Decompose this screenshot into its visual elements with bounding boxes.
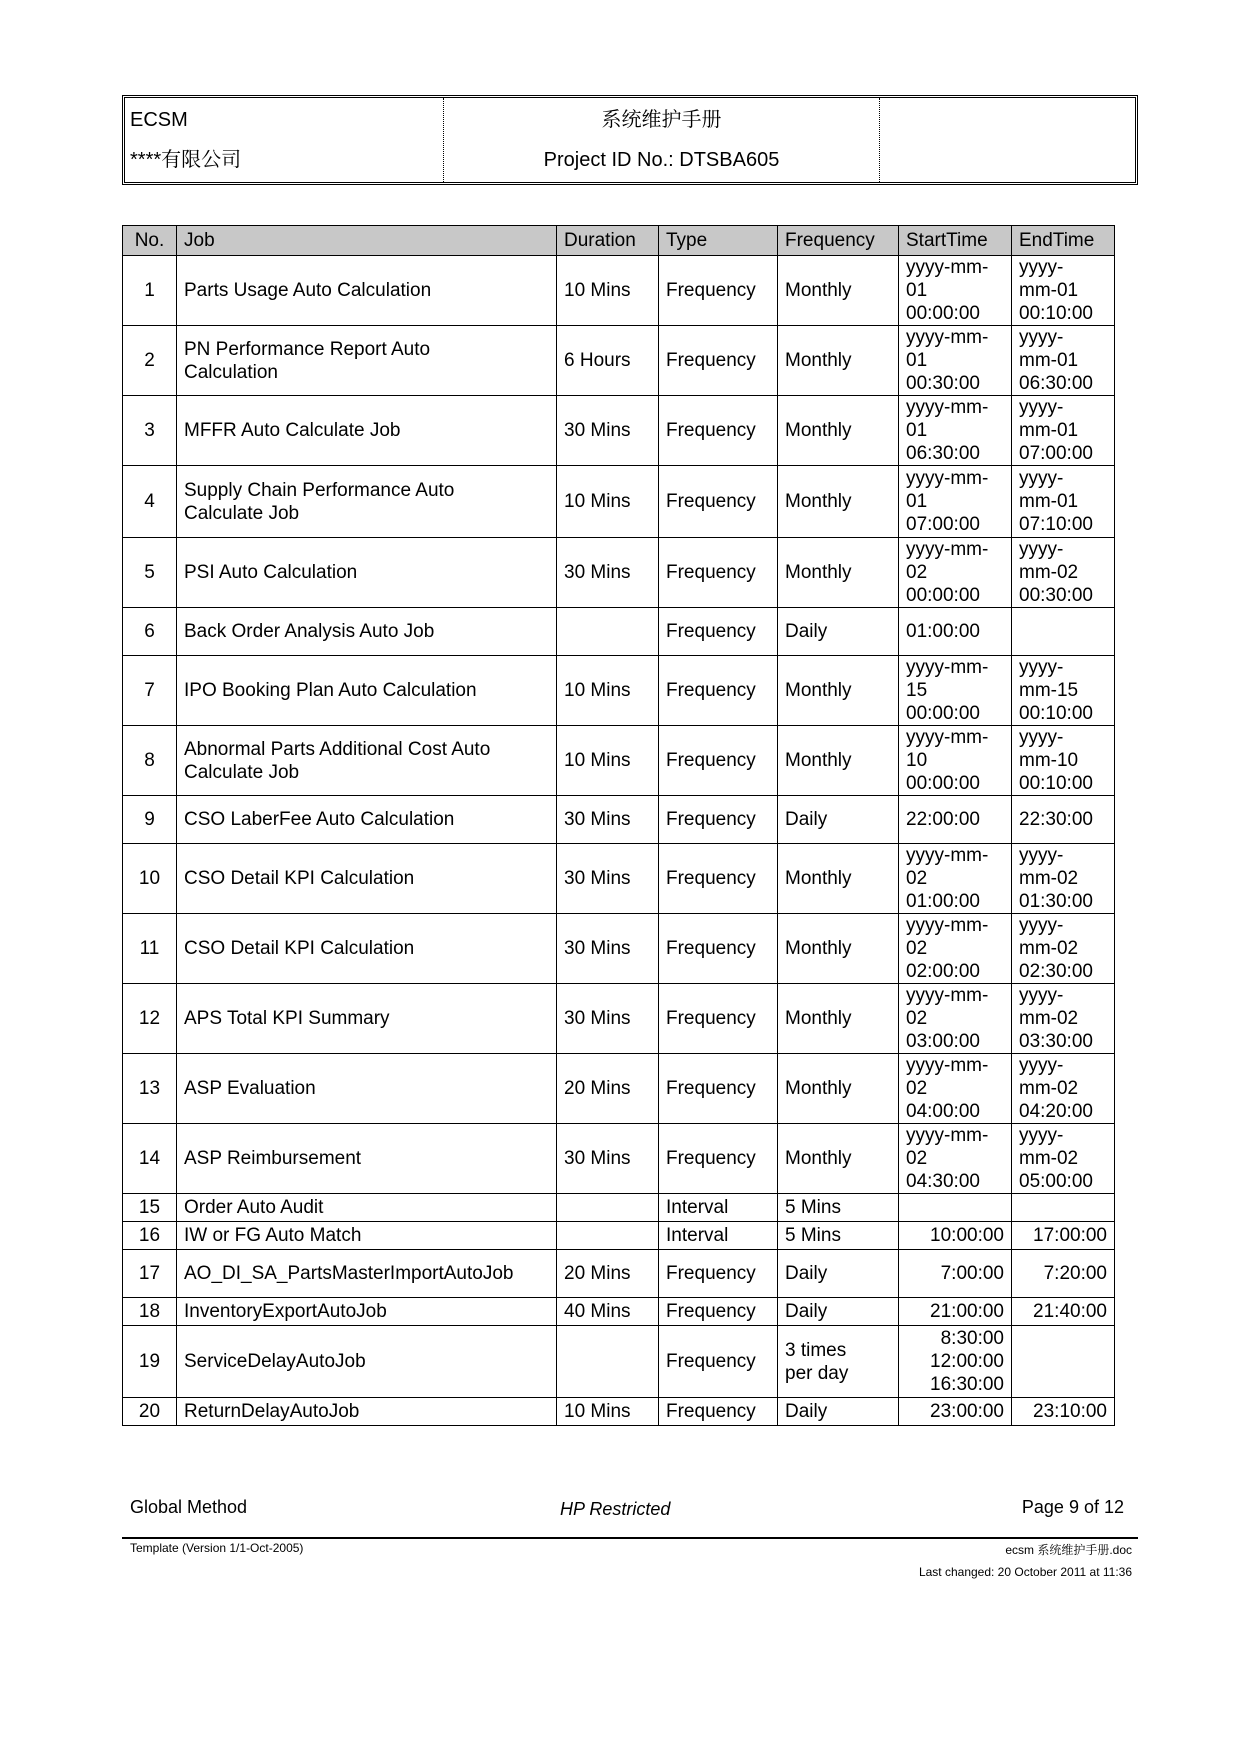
cell-frequency: Monthly	[778, 844, 899, 914]
cell-starttime: 21:00:00	[899, 1298, 1012, 1326]
cell-starttime: yyyy-mm- 02 04:30:00	[899, 1124, 1012, 1194]
cell-starttime: 8:30:00 12:00:00 16:30:00	[899, 1326, 1012, 1398]
cell-frequency: Monthly	[778, 256, 899, 326]
cell-job: ReturnDelayAutoJob	[177, 1398, 557, 1426]
table-row	[123, 256, 1115, 326]
footer-classification: HP Restricted	[560, 1499, 671, 1519]
cell-duration: 6 Hours	[557, 326, 659, 396]
cell-frequency: Daily	[778, 1298, 899, 1326]
cell-frequency: Monthly	[778, 1054, 899, 1124]
cell-frequency: Monthly	[778, 396, 899, 466]
table-row	[123, 608, 1115, 656]
cell-duration: 30 Mins	[557, 538, 659, 608]
column-header-no: No.	[123, 226, 177, 256]
cell-no: 12	[123, 984, 177, 1054]
cell-job: CSO Detail KPI Calculation	[177, 844, 557, 914]
footer-divider	[122, 1537, 1138, 1539]
cell-endtime: yyyy- mm-02 01:30:00	[1012, 844, 1115, 914]
jobs-table	[122, 225, 1115, 1426]
cell-endtime: yyyy- mm-01 07:00:00	[1012, 396, 1115, 466]
cell-frequency: Monthly	[778, 726, 899, 796]
cell-frequency: Monthly	[778, 326, 899, 396]
cell-duration: 10 Mins	[557, 1398, 659, 1426]
cell-endtime	[1012, 1194, 1115, 1222]
cell-endtime: 23:10:00	[1012, 1398, 1115, 1426]
cell-starttime: yyyy-mm- 02 01:00:00	[899, 844, 1012, 914]
cell-endtime: yyyy- mm-02 03:30:00	[1012, 984, 1115, 1054]
cell-job: IW or FG Auto Match	[177, 1222, 557, 1250]
cell-type: Frequency	[659, 914, 778, 984]
footer-page-number: Page 9 of 12	[1021, 1497, 1124, 1517]
cell-duration: 30 Mins	[557, 796, 659, 844]
cell-type: Frequency	[659, 466, 778, 538]
cell-starttime: yyyy-mm- 02 00:00:00	[899, 538, 1012, 608]
cell-type: Frequency	[659, 1326, 778, 1398]
page-footer	[130, 1497, 1124, 1521]
cell-frequency: Monthly	[778, 538, 899, 608]
cell-no: 19	[123, 1326, 177, 1398]
cell-duration: 30 Mins	[557, 984, 659, 1054]
cell-duration	[557, 608, 659, 656]
footer-method: Global Method	[130, 1497, 248, 1517]
table-body	[123, 256, 1115, 1426]
table-row	[123, 538, 1115, 608]
table-row	[123, 844, 1115, 914]
cell-job: Abnormal Parts Additional Cost Auto Calculate Job	[177, 726, 557, 796]
cell-job: InventoryExportAutoJob	[177, 1298, 557, 1326]
cell-duration: 20 Mins	[557, 1250, 659, 1298]
cell-frequency: Daily	[778, 608, 899, 656]
column-header-endtime: EndTime	[1012, 226, 1115, 256]
cell-job: CSO LaberFee Auto Calculation	[177, 796, 557, 844]
table-row	[123, 1054, 1115, 1124]
cell-endtime: yyyy- mm-02 02:30:00	[1012, 914, 1115, 984]
cell-job: Order Auto Audit	[177, 1194, 557, 1222]
cell-duration	[557, 1326, 659, 1398]
cell-starttime: yyyy-mm- 10 00:00:00	[899, 726, 1012, 796]
cell-duration	[557, 1194, 659, 1222]
cell-no: 3	[123, 396, 177, 466]
cell-endtime: 7:20:00	[1012, 1250, 1115, 1298]
cell-starttime: yyyy-mm- 01 06:30:00	[899, 396, 1012, 466]
cell-frequency: Daily	[778, 1250, 899, 1298]
cell-no: 16	[123, 1222, 177, 1250]
cell-job: Supply Chain Performance Auto Calculate Job	[177, 466, 557, 538]
header-right-cell	[880, 98, 1136, 182]
column-header-starttime: StartTime	[899, 226, 1012, 256]
header-table	[125, 98, 1135, 182]
table-row	[123, 1250, 1115, 1298]
footer-template-version: Template (Version 1/1-Oct-2005)	[130, 1541, 304, 1555]
cell-endtime: yyyy- mm-15 00:10:00	[1012, 656, 1115, 726]
cell-endtime	[1012, 1326, 1115, 1398]
table-row	[123, 1222, 1115, 1250]
cell-no: 17	[123, 1250, 177, 1298]
cell-endtime: yyyy- mm-01 07:10:00	[1012, 466, 1115, 538]
table-row	[123, 1398, 1115, 1426]
cell-no: 13	[123, 1054, 177, 1124]
cell-endtime	[1012, 608, 1115, 656]
footer-last-changed: Last changed: 20 October 2011 at 11:36	[918, 1565, 1132, 1579]
cell-type: Frequency	[659, 326, 778, 396]
table-row	[123, 726, 1115, 796]
cell-no: 1	[123, 256, 177, 326]
column-header-frequency: Frequency	[778, 226, 899, 256]
cell-starttime: 22:00:00	[899, 796, 1012, 844]
cell-type: Frequency	[659, 1054, 778, 1124]
cell-frequency: Daily	[778, 796, 899, 844]
cell-endtime: 17:00:00	[1012, 1222, 1115, 1250]
table-row	[123, 984, 1115, 1054]
header-company: ****有限公司	[130, 149, 242, 171]
cell-no: 18	[123, 1298, 177, 1326]
cell-job: CSO Detail KPI Calculation	[177, 914, 557, 984]
cell-no: 11	[123, 914, 177, 984]
cell-starttime: 23:00:00	[899, 1398, 1012, 1426]
cell-no: 7	[123, 656, 177, 726]
cell-type: Frequency	[659, 1298, 778, 1326]
cell-endtime: yyyy- mm-02 00:30:00	[1012, 538, 1115, 608]
cell-endtime: yyyy- mm-10 00:10:00	[1012, 726, 1115, 796]
cell-type: Frequency	[659, 726, 778, 796]
table-row	[123, 656, 1115, 726]
cell-frequency: Monthly	[778, 466, 899, 538]
cell-job: Parts Usage Auto Calculation	[177, 256, 557, 326]
cell-job: IPO Booking Plan Auto Calculation	[177, 656, 557, 726]
cell-duration: 30 Mins	[557, 914, 659, 984]
cell-starttime	[899, 1194, 1012, 1222]
cell-endtime: yyyy- mm-01 00:10:00	[1012, 256, 1115, 326]
cell-type: Frequency	[659, 984, 778, 1054]
cell-type: Frequency	[659, 1124, 778, 1194]
cell-type: Frequency	[659, 656, 778, 726]
header-project-id: Project ID No.: DTSBA605	[543, 149, 780, 171]
cell-starttime: yyyy-mm- 01 07:00:00	[899, 466, 1012, 538]
cell-no: 14	[123, 1124, 177, 1194]
cell-no: 6	[123, 608, 177, 656]
cell-duration: 10 Mins	[557, 466, 659, 538]
cell-no: 20	[123, 1398, 177, 1426]
cell-starttime: yyyy-mm- 02 04:00:00	[899, 1054, 1012, 1124]
cell-starttime: 01:00:00	[899, 608, 1012, 656]
cell-type: Frequency	[659, 1250, 778, 1298]
column-header-type: Type	[659, 226, 778, 256]
cell-job: APS Total KPI Summary	[177, 984, 557, 1054]
cell-type: Frequency	[659, 796, 778, 844]
cell-frequency: 5 Mins	[778, 1222, 899, 1250]
cell-job: AO_DI_SA_PartsMasterImportAutoJob	[177, 1250, 557, 1298]
cell-duration: 10 Mins	[557, 256, 659, 326]
table-row	[123, 914, 1115, 984]
cell-job: MFFR Auto Calculate Job	[177, 396, 557, 466]
cell-type: Frequency	[659, 1398, 778, 1426]
cell-duration: 10 Mins	[557, 656, 659, 726]
cell-type: Frequency	[659, 608, 778, 656]
cell-job: PN Performance Report Auto Calculation	[177, 326, 557, 396]
cell-endtime: yyyy- mm-02 04:20:00	[1012, 1054, 1115, 1124]
cell-job: ServiceDelayAutoJob	[177, 1326, 557, 1398]
cell-type: Frequency	[659, 256, 778, 326]
table-row	[123, 1326, 1115, 1398]
table-header-row	[123, 226, 1115, 256]
cell-no: 9	[123, 796, 177, 844]
cell-frequency: Monthly	[778, 1124, 899, 1194]
cell-starttime: 10:00:00	[899, 1222, 1012, 1250]
table-row	[123, 326, 1115, 396]
document-header	[122, 95, 1138, 185]
table-row	[123, 396, 1115, 466]
cell-duration: 10 Mins	[557, 726, 659, 796]
cell-duration: 30 Mins	[557, 1124, 659, 1194]
cell-no: 15	[123, 1194, 177, 1222]
table-row	[123, 466, 1115, 538]
cell-type: Interval	[659, 1194, 778, 1222]
column-header-job: Job	[177, 226, 557, 256]
cell-type: Frequency	[659, 538, 778, 608]
cell-no: 2	[123, 326, 177, 396]
cell-duration: 30 Mins	[557, 844, 659, 914]
column-header-duration: Duration	[557, 226, 659, 256]
cell-no: 4	[123, 466, 177, 538]
cell-endtime: 21:40:00	[1012, 1298, 1115, 1326]
table-row	[123, 796, 1115, 844]
cell-job: Back Order Analysis Auto Job	[177, 608, 557, 656]
cell-type: Frequency	[659, 396, 778, 466]
cell-starttime: yyyy-mm- 02 02:00:00	[899, 914, 1012, 984]
cell-duration: 40 Mins	[557, 1298, 659, 1326]
cell-no: 10	[123, 844, 177, 914]
cell-starttime: yyyy-mm- 01 00:00:00	[899, 256, 1012, 326]
cell-frequency: 3 times per day	[778, 1326, 899, 1398]
cell-frequency: 5 Mins	[778, 1194, 899, 1222]
header-doc-title: 系统维护手册	[601, 109, 722, 131]
cell-no: 5	[123, 538, 177, 608]
cell-job: ASP Evaluation	[177, 1054, 557, 1124]
cell-job: ASP Reimbursement	[177, 1124, 557, 1194]
cell-endtime: 22:30:00	[1012, 796, 1115, 844]
cell-job: PSI Auto Calculation	[177, 538, 557, 608]
cell-type: Interval	[659, 1222, 778, 1250]
cell-starttime: 7:00:00	[899, 1250, 1012, 1298]
cell-frequency: Monthly	[778, 656, 899, 726]
cell-starttime: yyyy-mm- 01 00:30:00	[899, 326, 1012, 396]
header-product: ECSM	[130, 109, 188, 131]
cell-duration	[557, 1222, 659, 1250]
cell-duration: 20 Mins	[557, 1054, 659, 1124]
table-row	[123, 1194, 1115, 1222]
cell-frequency: Monthly	[778, 914, 899, 984]
table-row	[123, 1124, 1115, 1194]
header-left-cell	[125, 98, 444, 182]
cell-endtime: yyyy- mm-02 05:00:00	[1012, 1124, 1115, 1194]
cell-type: Frequency	[659, 844, 778, 914]
cell-no: 8	[123, 726, 177, 796]
header-center-cell	[444, 98, 880, 182]
cell-duration: 30 Mins	[557, 396, 659, 466]
cell-frequency: Monthly	[778, 984, 899, 1054]
cell-starttime: yyyy-mm- 15 00:00:00	[899, 656, 1012, 726]
cell-starttime: yyyy-mm- 02 03:00:00	[899, 984, 1012, 1054]
table-row	[123, 1298, 1115, 1326]
cell-endtime: yyyy- mm-01 06:30:00	[1012, 326, 1115, 396]
cell-frequency: Daily	[778, 1398, 899, 1426]
footer-filename: ecsm 系统维护手册.doc	[1005, 1543, 1132, 1557]
